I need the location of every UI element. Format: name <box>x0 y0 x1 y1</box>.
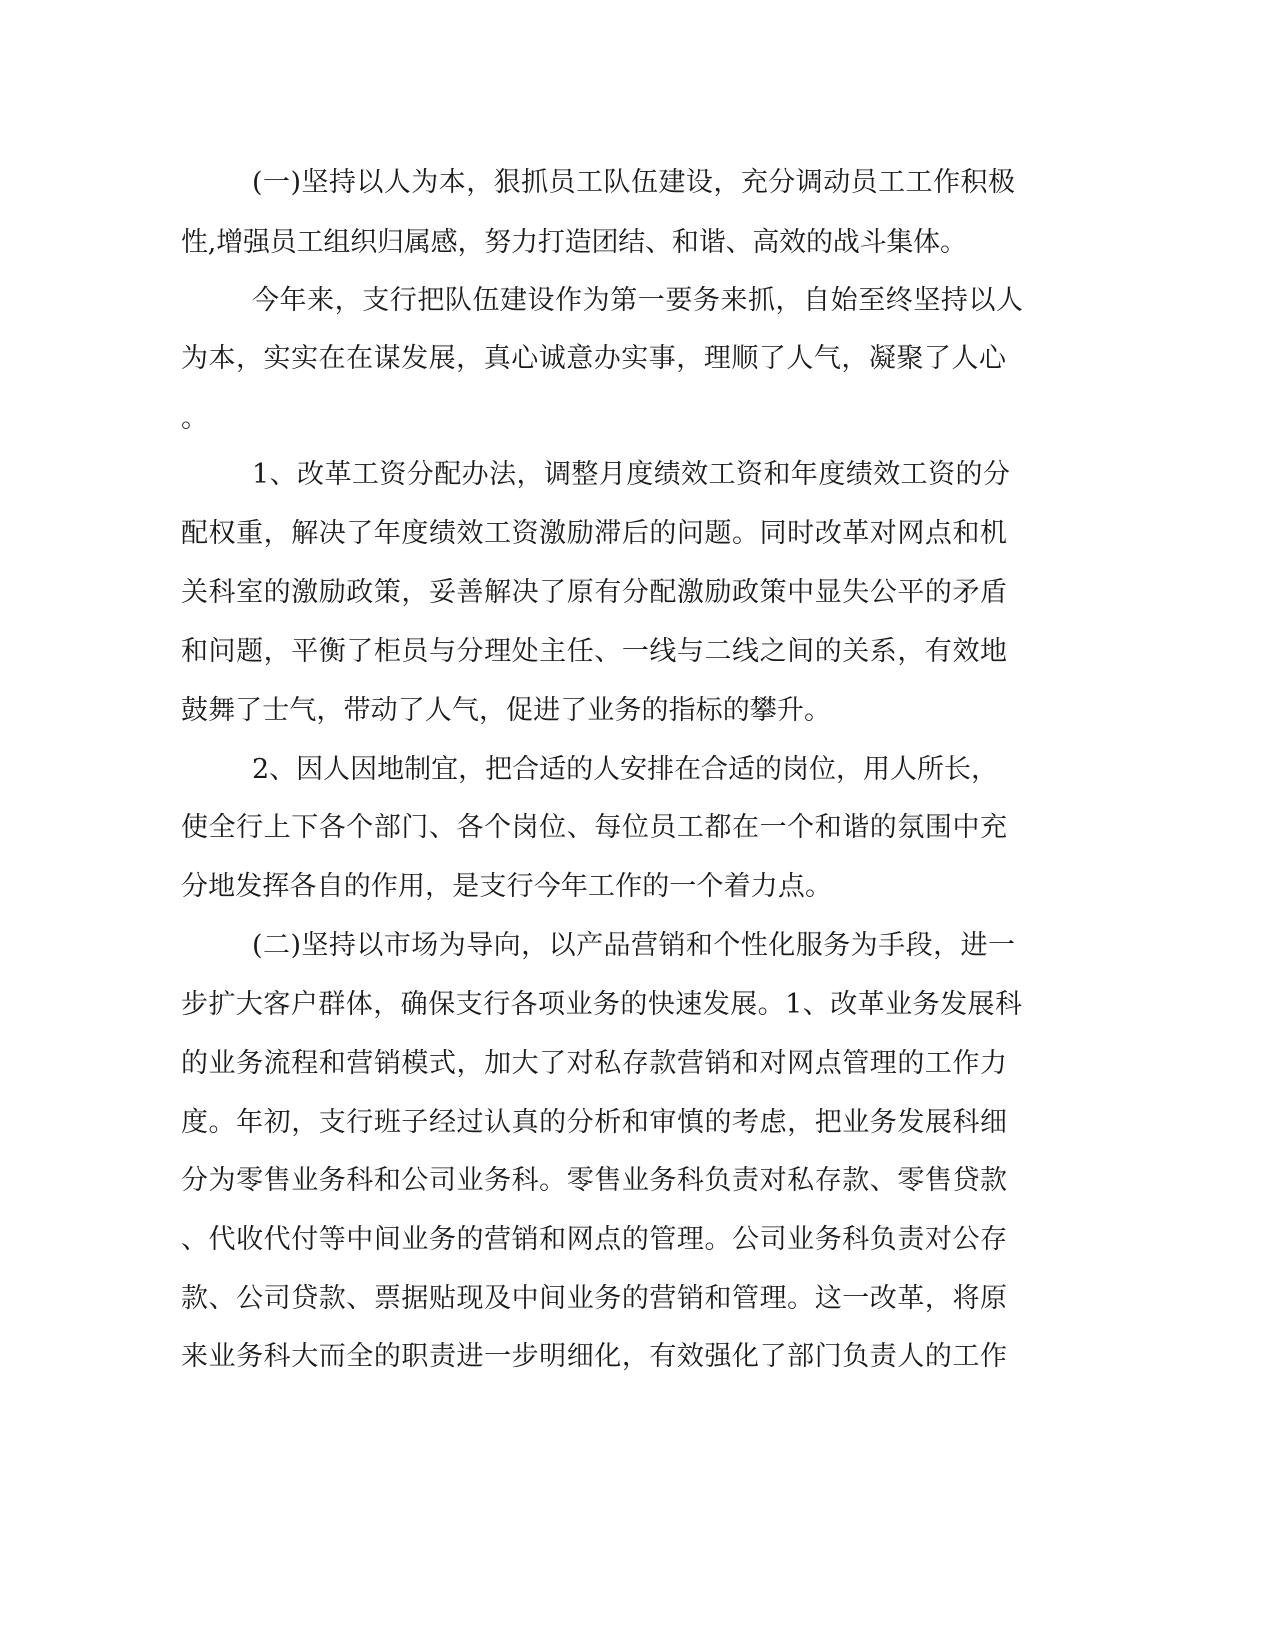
text-line: (二)坚持以市场为导向，以产品营销和个性化服务为手段，进一 <box>252 930 1016 961</box>
text-line: (一)坚持以人为本，狠抓员工队伍建设，充分调动员工工作积极 <box>252 167 1016 198</box>
text-line: 使全行上下各个部门、各个岗位、每位员工都在一个和谐的氛围中充 <box>181 812 1008 843</box>
text-line: 。 <box>181 403 208 434</box>
text-line: 配权重，解决了年度绩效工资激励滞后的问题。同时改革对网点和机 <box>181 518 1008 549</box>
text-line: 性,增强员工组织归属感，努力打造团结、和谐、高效的战斗集体。 <box>181 227 967 258</box>
text-line: 款、公司贷款、票据贴现及中间业务的营销和管理。这一改革，将原 <box>181 1283 1008 1314</box>
text-line: 1、改革工资分配办法，调整月度绩效工资和年度绩效工资的分 <box>252 459 1011 490</box>
text-line: 、代收代付等中间业务的营销和网点的管理。公司业务科负责对公存 <box>181 1224 1008 1255</box>
text-line: 步扩大客户群体，确保支行各项业务的快速发展。1、改革业务发展科 <box>181 989 1023 1020</box>
text-line: 的业务流程和营销模式，加大了对私存款营销和对网点管理的工作力 <box>181 1048 1008 1079</box>
text-line: 来业务科大而全的职责进一步明细化，有效强化了部门负责人的工作 <box>181 1341 1008 1372</box>
text-line: 鼓舞了士气，带动了人气，促进了业务的指标的攀升。 <box>181 695 832 726</box>
text-line: 今年来，支行把队伍建设作为第一要务来抓，自始至终坚持以人 <box>252 285 1024 316</box>
text-line: 2、因人因地制宜，把合适的人安排在合适的岗位，用人所长， <box>252 754 998 785</box>
text-line: 分为零售业务科和公司业务科。零售业务科负责对私存款、零售贷款 <box>181 1165 1008 1196</box>
text-line: 为本，实实在在谋发展，真心诚意办实事，理顺了人气，凝聚了人心 <box>181 343 1007 374</box>
text-line: 和问题，平衡了柜员与分理处主任、一线与二线之间的关系，有效地 <box>181 636 1008 667</box>
text-line: 度。年初，支行班子经过认真的分析和审慎的考虑，把业务发展科细 <box>181 1107 1008 1138</box>
text-line: 分地发挥各自的作用，是支行今年工作的一个着力点。 <box>181 871 833 902</box>
text-line: 关科室的激励政策，妥善解决了原有分配激励政策中显失公平的矛盾 <box>181 577 1008 608</box>
